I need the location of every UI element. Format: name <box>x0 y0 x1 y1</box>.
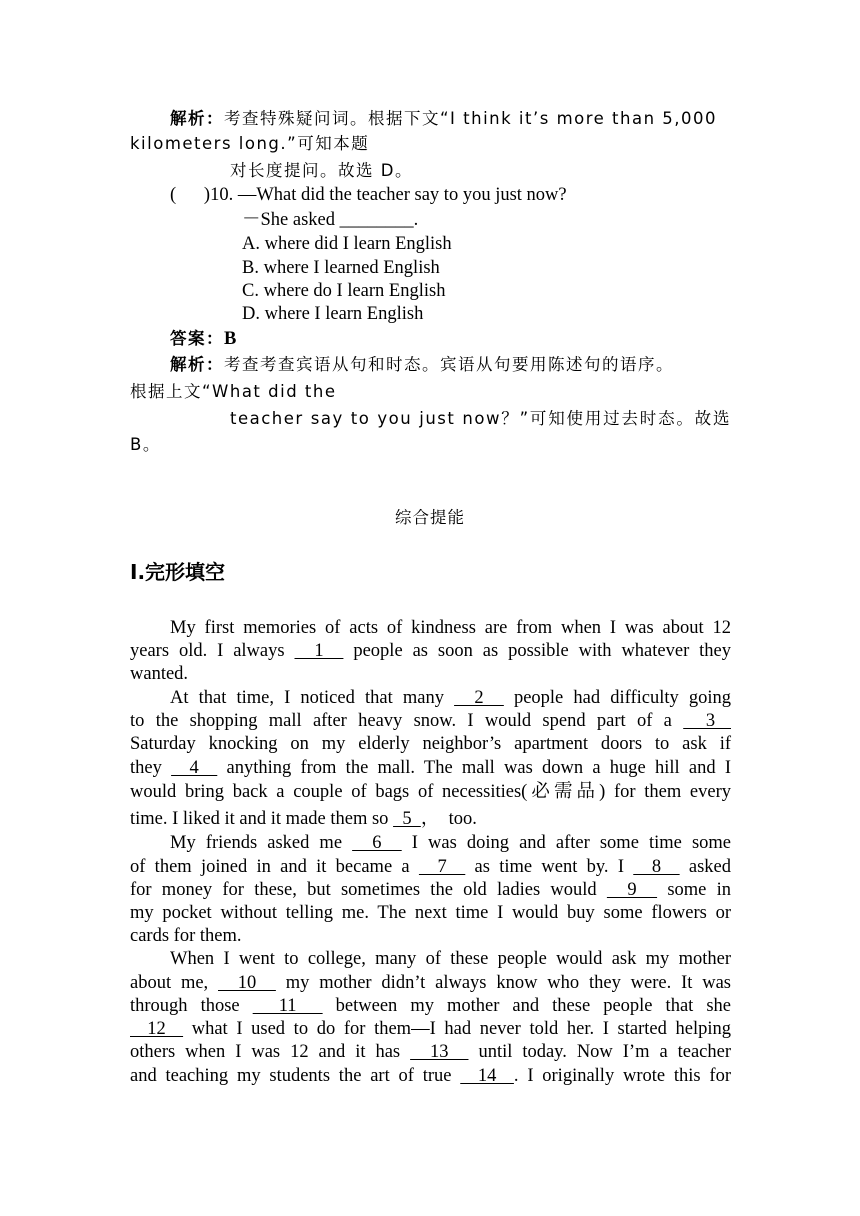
passage-p4-line5: others when I was 12 and it has 13 until today. Now I’m a teacher <box>130 1042 732 1062</box>
q9-analysis-line1 <box>170 107 731 131</box>
passage-p4-line4: 12 what I used to do for them—I had never told her. I started helping <box>130 1019 731 1039</box>
section-part-title: Ⅰ.完形填空 <box>130 560 226 584</box>
passage-p2-line2: to the shopping mall after heavy snow. I would spend part of a 3 <box>130 711 731 731</box>
cloze-blank: 9 <box>606 880 658 900</box>
passage-p3-line4: my pocket without telling me. The next time I would buy some flowers or <box>130 903 731 923</box>
passage-p2-line1: At that time, I noticed that many 2 people had difficulty going <box>170 688 731 708</box>
passage-p2-line4: they 4 anything from the mall. The mall was down a huge hill and I <box>130 758 732 778</box>
q10-analysis-text1: 考查考查宾语从句和时态。宾语从句要用陈述句的语序。 <box>224 355 674 374</box>
passage-p2-line3: Saturday knocking on my elderly neighbor’s apartment doors to ask if <box>130 734 731 754</box>
q10-reply: －She asked ________. <box>242 210 419 230</box>
cloze-blank: 13 <box>410 1042 469 1062</box>
q9-analysis-line3: 对长度提问。故选 D。 <box>230 161 413 180</box>
passage-p3-line5: cards for them. <box>130 926 242 946</box>
q10-answer-label: 答案： <box>170 329 224 348</box>
q10-analysis-line4: B。 <box>130 435 161 454</box>
q10-question: 10. —What did the teacher say to you just now? <box>210 185 567 205</box>
passage-p1-line1: My first memories of acts of kindness are from when I was about 12 <box>170 618 731 638</box>
q10-analysis-line2: 根据上文“What did the <box>130 382 337 401</box>
q10-option-c: C. where do I learn English <box>242 281 446 301</box>
q10-analysis-label: 解析： <box>170 355 224 374</box>
passage-p4-line6: and teaching my students the art of true 14 . I originally wrote this for <box>130 1066 731 1086</box>
passage-p1-line2: years old. I always 1 people as soon as possible with whatever they <box>130 641 732 661</box>
q10-option-b: B. where I learned English <box>242 258 440 278</box>
passage-p3-line1: My friends asked me 6 I was doing and after some time some <box>170 833 731 853</box>
q10-answer-paren: ( ) <box>170 185 211 205</box>
cloze-blank: 2 <box>454 688 504 708</box>
q10-option-a: A. where did I learn English <box>242 234 452 254</box>
q9-analysis-text1: 考查特殊疑问词。根据下文“I think it’s more than 5,000 <box>224 109 718 128</box>
passage-p2-line6: time. I liked it and it made them so 5 ， too. <box>130 809 477 829</box>
passage-p4-line3: through those 11 between my mother and these people that she <box>130 996 731 1016</box>
passage-p3-line2: of them joined in and it became a 7 as time went by. I 8 asked <box>130 857 732 877</box>
cloze-blank: 5 <box>393 809 421 829</box>
q10-analysis-line1 <box>170 353 674 377</box>
cloze-blank: 1 <box>294 641 344 661</box>
cloze-blank: 12 <box>130 1019 184 1039</box>
q10-option-d: D. where I learn English <box>242 304 424 324</box>
q9-analysis-line2: kilometers long.”可知本题 <box>130 134 370 153</box>
cloze-blank: 6 <box>352 833 402 853</box>
cloze-blank: 7 <box>418 857 466 877</box>
q10-analysis-line3: teacher say to you just now？”可知使用过去时态。故选 <box>230 409 731 428</box>
cloze-blank: 8 <box>633 857 680 877</box>
cloze-blank: 11 <box>252 996 323 1016</box>
cloze-blank: 14 <box>460 1066 514 1086</box>
section-center-title: 综合提能 <box>395 508 465 527</box>
passage-p4-line2: about me, 10 my mother didn’t always know who they were. It was <box>130 973 732 993</box>
passage-p1-line3: wanted. <box>130 664 189 684</box>
cloze-blank: 10 <box>218 973 276 993</box>
passage-p3-line3: for money for these, but sometimes the old ladies would 9 some in <box>130 880 731 900</box>
passage-p4-line1: When I went to college, many of these people would ask my mother <box>170 949 731 969</box>
q9-analysis-label: 解析： <box>170 109 224 128</box>
q10-answer-value: B <box>224 329 237 349</box>
q10-answer-line <box>170 327 236 351</box>
cloze-blank: 3 <box>683 711 731 731</box>
cloze-blank: 4 <box>171 758 218 778</box>
q10-question-line <box>170 184 567 207</box>
passage-p2-line5: would bring back a couple of bags of necessities(必需品) for them every <box>130 782 731 802</box>
